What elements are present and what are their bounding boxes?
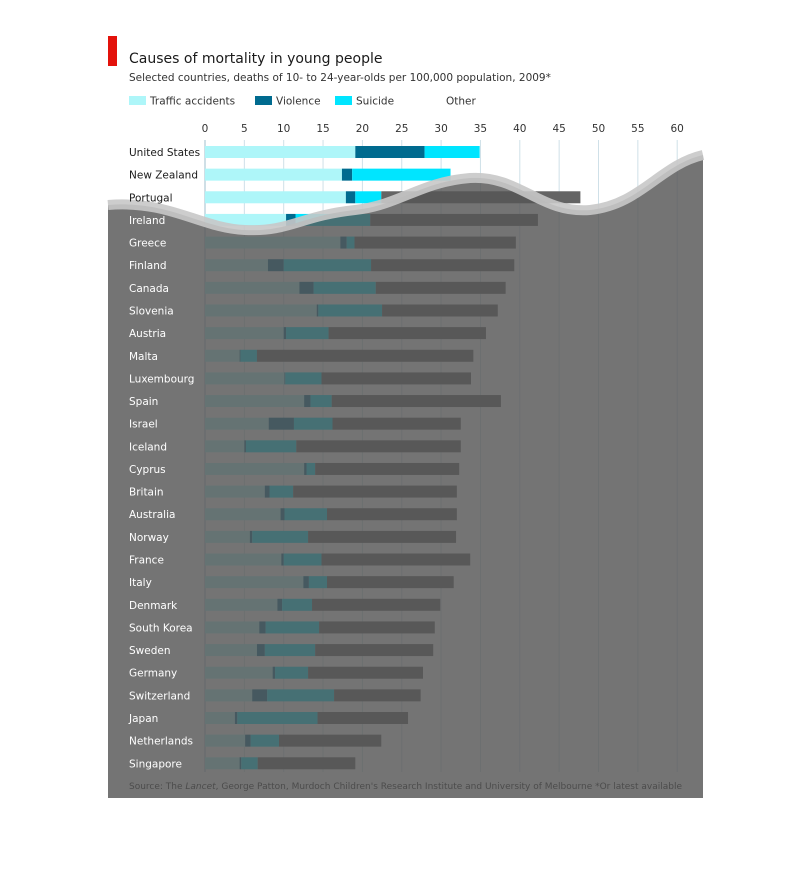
bar-segment-violence	[342, 169, 352, 181]
category-label: Spain	[129, 396, 159, 409]
legend-swatch-traffic-accidents	[129, 96, 146, 105]
bar-segment-traffic-accidents	[205, 146, 355, 158]
category-label: Canada	[129, 282, 169, 295]
category-label: Sweden	[129, 645, 171, 658]
category-label: France	[129, 554, 164, 567]
x-tick-label: 60	[670, 123, 684, 135]
x-tick-label: 35	[473, 123, 488, 135]
bar-segment-traffic-accidents	[205, 191, 346, 203]
x-tick-label: 0	[201, 123, 209, 135]
x-tick-label: 10	[277, 123, 291, 135]
overlay-shading	[108, 155, 703, 798]
bar-segment-violence	[355, 146, 424, 158]
category-label: Greece	[129, 237, 167, 250]
legend-label-other: Other	[446, 95, 476, 108]
x-tick-label: 50	[591, 123, 606, 135]
category-label: Finland	[129, 260, 167, 273]
chart-title: Causes of mortality in young people	[129, 51, 383, 67]
chart-subtitle: Selected countries, deaths of 10- to 24-year-olds per 100,000 population, 2009*	[129, 72, 551, 84]
brand-tag-icon	[108, 36, 117, 66]
category-label: New Zealand	[129, 169, 198, 182]
category-label: United States	[129, 147, 201, 159]
x-tick-label: 40	[513, 123, 527, 135]
legend-swatch-violence	[255, 96, 272, 105]
x-tick-label: 15	[316, 123, 330, 135]
x-tick-label: 30	[434, 123, 448, 135]
category-label: Austria	[129, 328, 167, 341]
x-tick-label: 25	[395, 123, 409, 135]
category-label: Italy	[129, 577, 152, 590]
legend-label-suicide: Suicide	[356, 95, 395, 108]
category-label: Australia	[129, 509, 176, 522]
category-label: Luxembourg	[129, 373, 195, 386]
category-label: Slovenia	[129, 305, 174, 318]
category-label: Japan	[129, 713, 159, 725]
category-label: Ireland	[129, 214, 166, 227]
category-label: Netherlands	[129, 735, 194, 748]
bar-segment-suicide	[425, 146, 480, 158]
x-tick-label: 20	[355, 123, 370, 135]
x-tick-label: 45	[552, 123, 566, 135]
category-label: Norway	[129, 531, 169, 544]
category-label: Singapore	[129, 758, 182, 771]
legend-swatch-suicide	[335, 96, 352, 105]
category-label: Portugal	[129, 192, 173, 205]
bar-segment-traffic-accidents	[205, 169, 342, 181]
x-tick-label: 5	[241, 123, 248, 135]
legend-label-traffic-accidents: Traffic accidents	[150, 95, 236, 108]
category-label: Switzerland	[129, 690, 191, 703]
bar-segment-violence	[346, 191, 355, 203]
category-label: Malta	[129, 350, 158, 363]
legend-label-violence: Violence	[276, 95, 321, 108]
x-tick-label: 55	[631, 123, 645, 135]
category-label: Germany	[129, 667, 178, 680]
category-label: Israel	[129, 418, 158, 431]
category-label: Britain	[129, 486, 164, 499]
bar-segment-suicide	[352, 169, 450, 181]
category-label: Denmark	[129, 599, 178, 612]
legend-swatch-other	[425, 96, 442, 105]
category-label: South Korea	[129, 622, 193, 635]
category-label: Cyprus	[129, 463, 166, 476]
category-label: Iceland	[129, 441, 168, 454]
